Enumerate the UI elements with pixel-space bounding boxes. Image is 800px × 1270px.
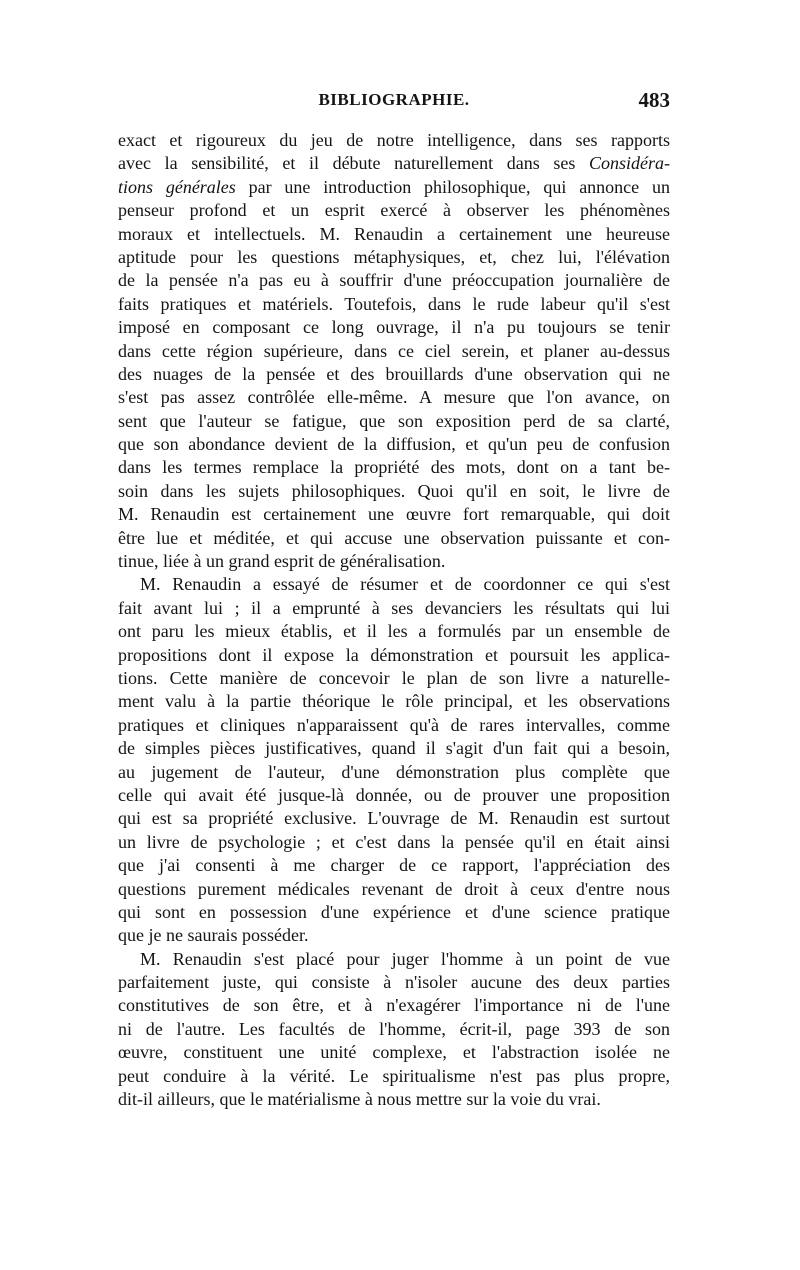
text-line: que j'ai consenti à me charger de ce rapport, l'appréciation des xyxy=(118,855,670,876)
text-line: qui est sa propriété exclusive. L'ouvrage de M. Renaudin est surtout xyxy=(118,808,670,829)
text-line: s'est pas assez contrôlée elle-même. A mesure que l'on avance, on xyxy=(118,387,670,408)
text-line: que je ne saurais posséder. xyxy=(118,925,309,946)
text-line: qui sont en possession d'une expérience et d'une science pratique xyxy=(118,901,670,922)
text-line: sent que l'auteur se fatigue, que son exposition perd de sa clarté, xyxy=(118,410,670,431)
text-line: M. Renaudin est certainement une œuvre fort remarquable, qui doit xyxy=(118,504,670,525)
text-line: M. Renaudin a essayé de résumer et de coordonner ce qui s'est xyxy=(140,574,670,595)
text-line: peut conduire à la vérité. Le spiritualisme n'est pas plus propre, xyxy=(118,1065,670,1086)
paragraph xyxy=(118,948,670,1112)
text-line: penseur profond et un esprit exercé à observer les phénomènes xyxy=(118,200,670,221)
text-line: pratiques et cliniques n'apparaissent qu'à de rares intervalles, comme xyxy=(118,714,670,735)
text-line: avec la sensibilité, et il débute naturellement dans ses Considéra- xyxy=(118,153,670,174)
body-text xyxy=(118,129,670,1111)
text-line: tions. Cette manière de concevoir le plan de son livre a naturelle- xyxy=(118,667,670,688)
text-line: moraux et intellectuels. M. Renaudin a certainement une heureuse xyxy=(118,223,670,244)
text-line: ont paru les mieux établis, et il les a formulés par un ensemble de xyxy=(118,621,670,642)
text-line: propositions dont il expose la démonstration et poursuit les applica- xyxy=(118,644,670,665)
text-line: de simples pièces justificatives, quand il s'agit d'un fait qui a besoin, xyxy=(118,738,670,759)
text-line: des nuages de la pensée et des brouillards d'une observation qui ne xyxy=(118,363,670,384)
text-line: dans cette région supérieure, dans ce ciel serein, et planer au-dessus xyxy=(118,340,670,361)
text-line: œuvre, constituent une unité complexe, et l'abstraction isolée ne xyxy=(118,1042,670,1063)
text-line: aptitude pour les questions métaphysiques, et, chez lui, l'élévation xyxy=(118,246,670,267)
running-head xyxy=(118,90,670,118)
text-line: ni de l'autre. Les facultés de l'homme, écrit-il, page 393 de son xyxy=(118,1018,670,1039)
text-line: tinue, liée à un grand esprit de généralisation. xyxy=(118,551,446,572)
page-number: 483 xyxy=(638,88,670,112)
text-line: tions générales par une introduction philosophique, qui annonce un xyxy=(118,176,670,197)
text-line: celle qui avait été jusque-là donnée, ou de prouver une proposition xyxy=(118,784,670,805)
text-line: exact et rigoureux du jeu de notre intelligence, dans ses rapports xyxy=(118,130,670,150)
text-line: questions purement médicales revenant de droit à ceux d'entre nous xyxy=(118,878,670,899)
text-line: parfaitement juste, qui consiste à n'isoler aucune des deux parties xyxy=(118,972,670,993)
text-line: imposé en composant ce long ouvrage, il n'a pu toujours se tenir xyxy=(118,317,670,338)
paragraph xyxy=(118,129,670,573)
text-line: constitutives de son être, et à n'exagérer l'importance ni de l'une xyxy=(118,995,670,1016)
text-line: faits pratiques et matériels. Toutefois, dans le rude labeur qu'il s'est xyxy=(118,293,670,314)
text-line: fait avant lui ; il a emprunté à ses devanciers les résultats qui lui xyxy=(118,597,670,618)
paragraph xyxy=(118,573,670,947)
text-line: M. Renaudin s'est placé pour juger l'homme à un point de vue xyxy=(140,948,670,969)
text-line: soin dans les sujets philosophiques. Quoi qu'il en soit, le livre de xyxy=(118,480,670,501)
text-line: que son abondance devient de la diffusion, et qu'un peu de confusion xyxy=(118,434,670,455)
text-line: de la pensée n'a pas eu à souffrir d'une préoccupation journalière de xyxy=(118,270,670,291)
text-line: au jugement de l'auteur, d'une démonstration plus complète que xyxy=(118,761,670,782)
running-title: BIBLIOGRAPHIE. xyxy=(318,90,470,109)
text-line: un livre de psychologie ; et c'est dans la pensée qu'il en était ainsi xyxy=(118,831,670,852)
text-line: ment valu à la partie théorique le rôle principal, et les observations xyxy=(118,691,670,712)
text-line: dans les termes remplace la propriété des mots, dont on a tant be- xyxy=(118,457,670,478)
text-line: dit-il ailleurs, que le matérialisme à nous mettre sur la voie du vrai. xyxy=(118,1089,601,1110)
text-line: être lue et méditée, et qui accuse une observation puissante et con- xyxy=(118,527,670,548)
